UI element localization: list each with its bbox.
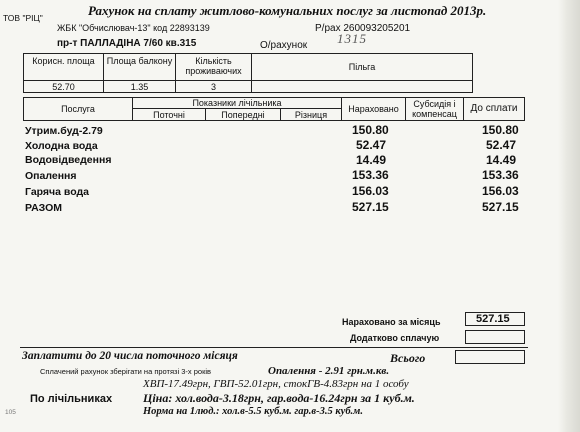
service-name: Гаряча вода xyxy=(25,186,90,198)
keep-receipt-note: Сплачений рахунок зберігати на протязі 3-х років xyxy=(40,367,212,376)
to-pay-value: 153.36 xyxy=(482,168,519,182)
month-charged-label: Нараховано за місяць xyxy=(342,317,441,327)
heating-rate: Опалення - 2.91 грн.м.кв. xyxy=(268,365,390,377)
month-charged-value: 527.15 xyxy=(476,313,510,325)
total-box[interactable] xyxy=(455,350,525,364)
charged-value: 153.36 xyxy=(352,168,389,182)
info-divider xyxy=(23,80,473,81)
balcony-header: Площа балкону xyxy=(106,56,173,66)
charged-value: 52.47 xyxy=(356,138,387,152)
scan-edge-shadow xyxy=(558,0,580,432)
address: пр-т ПАЛЛАДІНА 7/60 кв.315 xyxy=(57,38,197,49)
meters-header: Показники лічільника xyxy=(192,98,282,108)
area-header: Корисн. площа xyxy=(32,56,95,66)
service-name: Холодна вода xyxy=(25,140,98,152)
to-pay-header: До сплати xyxy=(470,103,518,114)
bill-title: Рахунок на сплату житлово-комунальних послуг за листопад 2013р. xyxy=(88,3,487,18)
service-name: Водовідведення xyxy=(25,154,112,166)
org-name: ТОВ "РІЦ" xyxy=(3,13,43,23)
service-name: Опалення xyxy=(25,170,77,182)
benefit-header: Пільга xyxy=(348,62,376,72)
meters-divider xyxy=(132,108,341,109)
by-meters-label: По лічільниках xyxy=(30,393,113,405)
extra-payment-label: Додатково сплачую xyxy=(350,333,440,343)
to-pay-value: 14.49 xyxy=(486,153,517,167)
footer-divider xyxy=(20,347,528,348)
charged-header: Нараховано xyxy=(348,104,399,114)
personal-account-label: О/рахунок xyxy=(260,40,308,51)
total-label: Всього xyxy=(390,351,426,365)
payment-deadline: Заплатити до 20 числа поточного місяця xyxy=(22,350,238,362)
service-name: РАЗОМ xyxy=(25,202,63,214)
charged-value: 527.15 xyxy=(352,200,389,214)
previous-header: Попередні xyxy=(221,110,265,120)
difference-header: Різниця xyxy=(294,110,328,120)
charged-value: 150.80 xyxy=(352,123,389,137)
balcony-value: 1.35 xyxy=(130,82,149,92)
personal-account-number: 1315 xyxy=(337,31,367,46)
to-pay-value: 156.03 xyxy=(482,184,519,198)
page-number: 105 xyxy=(5,409,16,416)
subsidy-header: Субсидія і компенсац xyxy=(412,99,457,119)
provider: ЖБК "Обчислювач-13" код 22893139 xyxy=(57,23,210,33)
residents-header: Кількість проживаючих xyxy=(185,56,242,76)
charged-value: 14.49 xyxy=(356,153,387,167)
consumption-norm: Норма на 1люд.: хол.в-5.5 куб.м. гар.в-3.5 куб.м. xyxy=(143,406,363,417)
service-name: Утрим.буд-2.79 xyxy=(25,125,103,137)
per-person-rates: ХВП-17.49грн, ГВП-52.01грн, стокГВ-4.83грн на 1 особу xyxy=(143,378,409,390)
to-pay-value: 150.80 xyxy=(482,123,519,137)
to-pay-value: 52.47 xyxy=(486,138,517,152)
info-col-sep xyxy=(251,53,252,93)
charged-value: 156.03 xyxy=(352,184,389,198)
bank-account: Р/рах 260093205201 xyxy=(315,23,411,34)
service-header: Послуга xyxy=(61,104,95,114)
current-header: Поточні xyxy=(153,110,185,120)
residents-value: 3 xyxy=(210,82,216,92)
meter-prices: Ціна: хол.вода-3.18грн, гар.вода-16.24грн за 1 куб.м. xyxy=(143,391,415,405)
extra-payment-box[interactable] xyxy=(465,330,525,344)
to-pay-value: 527.15 xyxy=(482,200,519,214)
area-value: 52.70 xyxy=(52,82,75,92)
